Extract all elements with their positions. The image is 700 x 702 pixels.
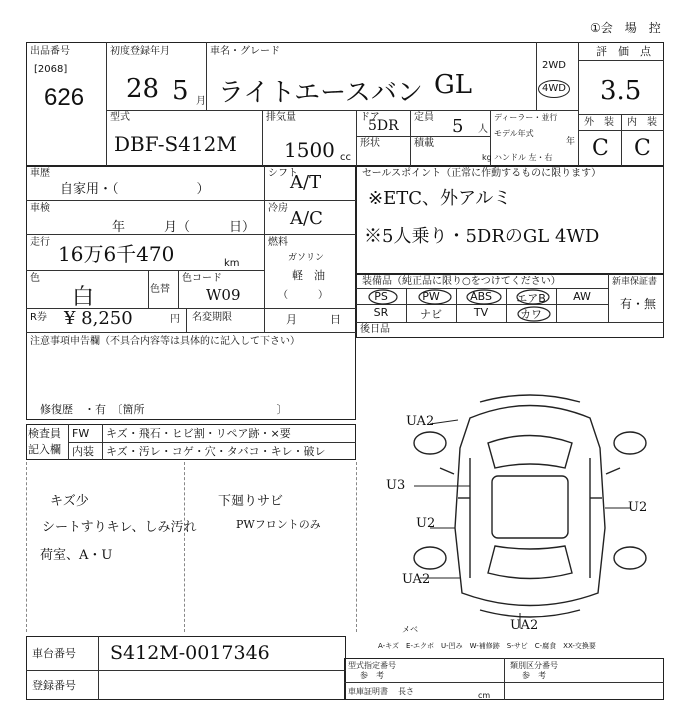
inspector-fw-items: キズ・飛石・ヒビ割・リペア跡・×要: [106, 427, 291, 440]
inspector-label2: 記入欄: [28, 443, 61, 456]
cooling-label: 冷房: [268, 203, 288, 214]
score-label: 評 価 点: [596, 45, 651, 58]
warranty-label: 新車保証書: [612, 277, 658, 287]
history-value: 自家用・（ ）: [60, 182, 210, 197]
chassis-label: 車台番号: [32, 647, 76, 660]
equipment-circles: [356, 284, 676, 334]
equip-pw: PW: [422, 290, 440, 303]
shape-label: 形状: [360, 138, 380, 149]
inspection-value: 年 月（ 日）: [112, 220, 256, 235]
diagram-mark-u2-left: U2: [416, 516, 436, 531]
repair-label: 修復歴: [40, 403, 73, 416]
notes-divider: [184, 462, 185, 632]
mileage-label: 走行: [30, 237, 50, 248]
diagram-mark-u2-right: U2: [628, 500, 648, 515]
color-value: 白: [72, 285, 95, 310]
equipment-label: 装備品（純正品に限り○をつけてください）: [362, 276, 561, 287]
model-grade: GL: [434, 70, 473, 100]
notes-label: 注意事項申告欄（不具合内容等は具体的に記入して下さい）: [30, 336, 300, 347]
recycle-unit: 円: [170, 314, 180, 325]
name-change-value: 月 日: [286, 313, 341, 326]
model-code-label: 型式: [110, 112, 130, 123]
sales-block: [356, 166, 664, 274]
exterior-grade: C: [592, 136, 609, 161]
note-right1: 下廻りサビ: [218, 494, 284, 509]
capacity-unit: 人: [478, 124, 488, 135]
corner-label: ①会 場 控: [590, 21, 661, 35]
inspector-int-items: キズ・汚レ・コゲ・穴・タバコ・キレ・破レ: [106, 445, 326, 458]
equip-aw: AW: [573, 290, 591, 303]
inspector-int-label: 内装: [72, 445, 94, 458]
recycle-value: ¥ 8,250: [64, 308, 133, 329]
load-label: 積載: [414, 138, 434, 149]
displacement-unit: cc: [340, 152, 351, 163]
note-left2: シートすりキレ、しみ汚れ: [42, 520, 197, 535]
drive-2wd: 2WD: [542, 60, 566, 71]
diagram-mark-ua2-left: UA2: [402, 572, 431, 587]
note-right2: PWフロントのみ: [236, 518, 321, 531]
equip-navi: ナビ: [420, 308, 442, 321]
first-reg-month: 5: [172, 76, 189, 106]
color-code-label: 色コード: [182, 273, 222, 284]
warranty-value: 有・無: [620, 297, 657, 311]
color-label: 色: [30, 273, 40, 284]
notes-divider-right: [356, 462, 357, 632]
sales-points-label: セールスポイント（正常に作動するものに限ります）: [362, 168, 602, 179]
first-reg-year: 28: [126, 74, 160, 104]
recycle-label: R券: [30, 312, 47, 323]
sales-points-line2: ※5人乗り・5DRのGL 4WD: [364, 226, 600, 247]
interior-grade: C: [634, 136, 651, 161]
shift-label: シフト: [268, 168, 298, 179]
inspector-label1: 検査員: [28, 427, 61, 440]
diagram-mebe: メベ: [402, 625, 418, 634]
diagram-mark-ua2-bottom: UA2: [510, 618, 539, 633]
equip-abs: ABS: [470, 290, 492, 303]
diagram-legend: A-キズ E-エクボ U-凹み W-補修跡 S-サビ C-腐食 XX-交換要: [378, 642, 596, 650]
equip-tv: TV: [473, 306, 489, 319]
fuel-option-gasoline: ガソリン: [288, 253, 325, 263]
handle-label: ハンドル 左・右: [494, 153, 553, 162]
model-name: ライトエースバン: [218, 78, 423, 108]
mileage-value: 16万6千470: [58, 242, 175, 266]
equip-airbag: エアB: [516, 292, 546, 305]
color-code-value: W09: [206, 286, 241, 304]
notes-divider-left: [26, 462, 27, 632]
name-change-label: 名変期限: [192, 312, 232, 323]
model-year-unit: 年: [566, 137, 576, 147]
score-value: 3.5: [600, 76, 642, 106]
displacement-value: 1500: [284, 138, 335, 162]
diagram-mark-ua2-top: UA2: [406, 414, 435, 429]
equip-leather: カワ: [520, 308, 542, 321]
first-reg-label: 初度登録年月: [110, 46, 170, 57]
fuel-label: 燃料: [268, 237, 288, 248]
note-left1: キズ少: [50, 494, 89, 509]
car-diagram: [400, 388, 660, 628]
capacity-value: 5: [452, 116, 464, 137]
sales-points-line1: ※ETC、外アルミ: [368, 188, 512, 209]
model-year-label: モデル年式: [494, 129, 534, 138]
doors-label: ドア: [360, 112, 380, 123]
lot-sub-number: [2068]: [34, 64, 68, 75]
model-code-value: DBF-S412M: [114, 132, 237, 156]
registration-label: 登録番号: [32, 679, 76, 692]
fuel-option-other: （ ）: [278, 290, 328, 301]
exterior-label: 外 装: [584, 117, 614, 128]
later-docs-label: 後日品: [360, 324, 390, 335]
history-label: 車歴: [30, 168, 50, 179]
cert-label: 車庫証明書: [348, 687, 388, 696]
inspector-fw-label: FW: [72, 427, 90, 440]
drive-4wd: 4WD: [538, 80, 570, 98]
capacity-label: 定員: [414, 112, 434, 123]
mileage-unit: km: [224, 258, 240, 269]
chassis-value: S412M-0017346: [110, 642, 270, 664]
equip-sr: SR: [373, 306, 389, 319]
interior-label: 内 装: [627, 117, 657, 128]
doors-value: 5DR: [368, 118, 399, 134]
note-left3: 荷室、A・U: [40, 548, 113, 563]
inspection-label: 車検: [30, 203, 50, 214]
first-reg-month-unit: 月: [196, 96, 206, 107]
type-designation-label: 型式指定番号: [348, 661, 396, 670]
shift-value: A/T: [290, 172, 322, 193]
category-label: 類別区分番号: [510, 661, 558, 670]
color-change-label: 色替: [150, 284, 170, 295]
dealer-label: ディーラー・並行: [494, 113, 558, 122]
lot-number: 626: [44, 84, 85, 111]
load-unit: kg: [482, 153, 492, 162]
equip-ps: PS: [374, 290, 388, 303]
fuel-option-diesel: 軽 油: [292, 269, 325, 282]
cert-unit: cm: [478, 691, 491, 700]
repair-value: ・有 〔箇所 〕: [84, 403, 288, 416]
category-ref: 参 考: [522, 671, 546, 680]
diagram-mark-u3: U3: [386, 478, 406, 493]
cooling-value: A/C: [290, 208, 323, 229]
displacement-label: 排気量: [266, 112, 296, 123]
type-designation-ref: 参 考: [360, 671, 384, 680]
cert-length: 長さ: [398, 687, 414, 696]
model-grade-label: 車名・グレード: [210, 46, 280, 57]
lot-label: 出品番号: [30, 46, 70, 57]
